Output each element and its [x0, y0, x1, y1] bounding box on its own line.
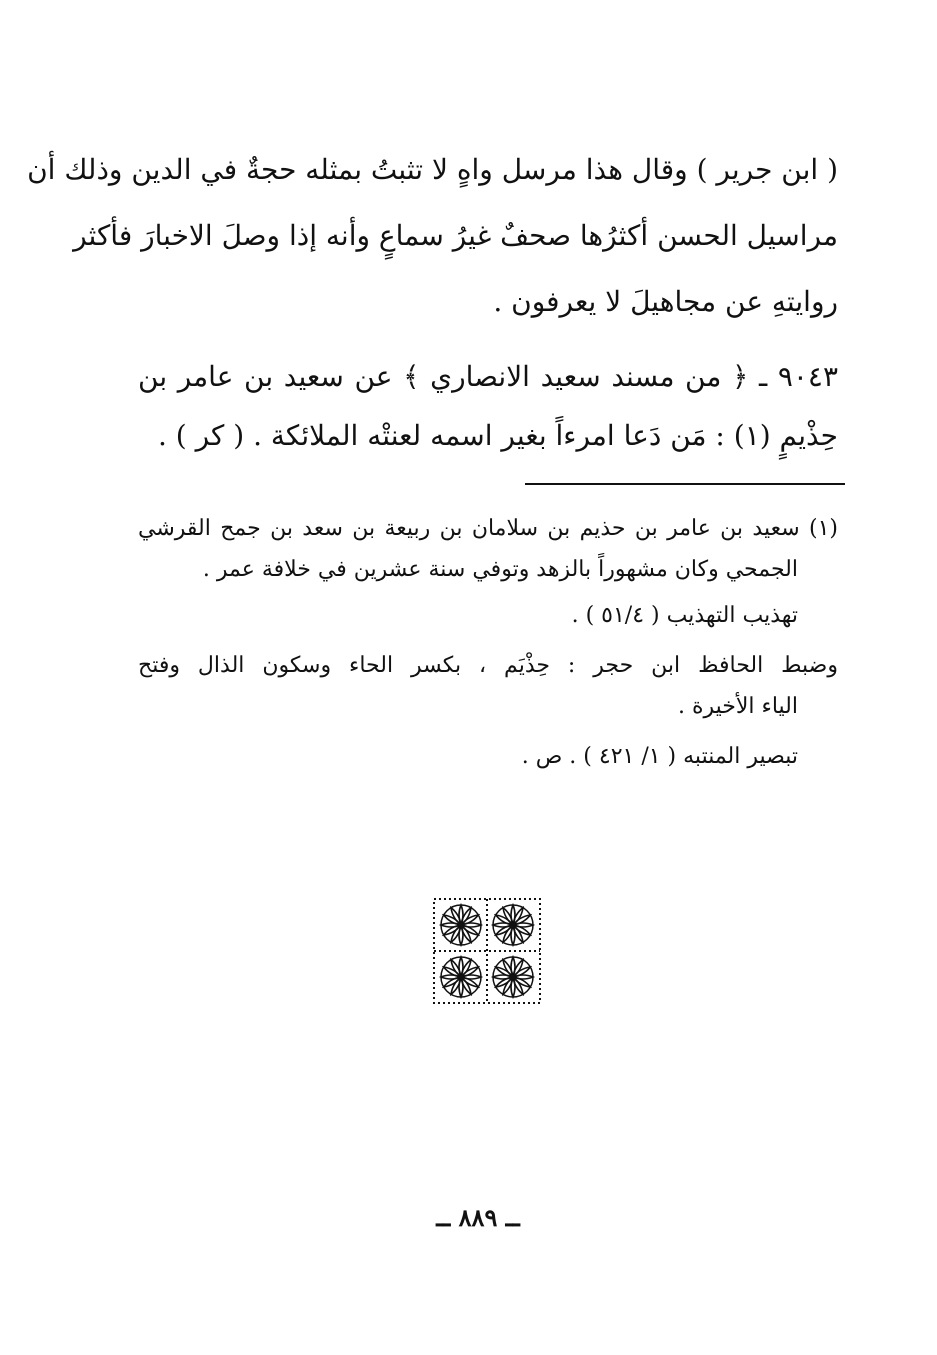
footnote-line: وضبط الحافظ ابن حجر : حِذْيَم ، بكسر الحاء وسكون الذال وفتح	[138, 653, 838, 678]
footnote-line: الجمحي وكان مشهوراً بالزهد وتوفي سنة عشرين في خلافة عمر .	[202, 557, 798, 582]
footnote-separator	[525, 483, 845, 485]
hadith-entry-line: ٩٠٤٣ ـ ﴿ من مسند سعيد الانصاري ﴾ عن سعيد بن عامر بن	[138, 360, 838, 393]
footnote-line: الياء الأخيرة .	[677, 694, 798, 719]
hadith-entry-line: حِذْيمٍ (١) : مَن دَعا امرءاً بغير اسمه لعنتْه الملائكة . ( كر ) .	[157, 419, 838, 452]
floral-ornament-icon	[432, 897, 542, 1005]
footnote-line: تبصير المنتبه ( ١/ ٤٢١ ) . ص .	[521, 744, 798, 769]
main-text-line: روايتهِ عن مجاهيلَ لا يعرفون .	[493, 285, 838, 318]
main-text-line: مراسيل الحسن أكثرُها صحفٌ غيرُ سماعٍ وأنه إذا وصلَ الاخبارَ فأكثر	[73, 219, 838, 252]
main-text-line: ( ابن جرير ) وقال هذا مرسل واهٍ لا تثبتُ بمثله حجةٌ في الدين وذلك أن	[27, 153, 838, 186]
page-number: ــ ٨٨٩ ــ	[436, 1203, 520, 1232]
footnote-line: تهذيب التهذيب ( ٥١/٤ ) .	[571, 603, 798, 628]
footnote-line: (١) سعيد بن عامر بن حذيم بن سلامان بن ربيعة بن سعد بن جمح القرشي	[138, 516, 838, 541]
